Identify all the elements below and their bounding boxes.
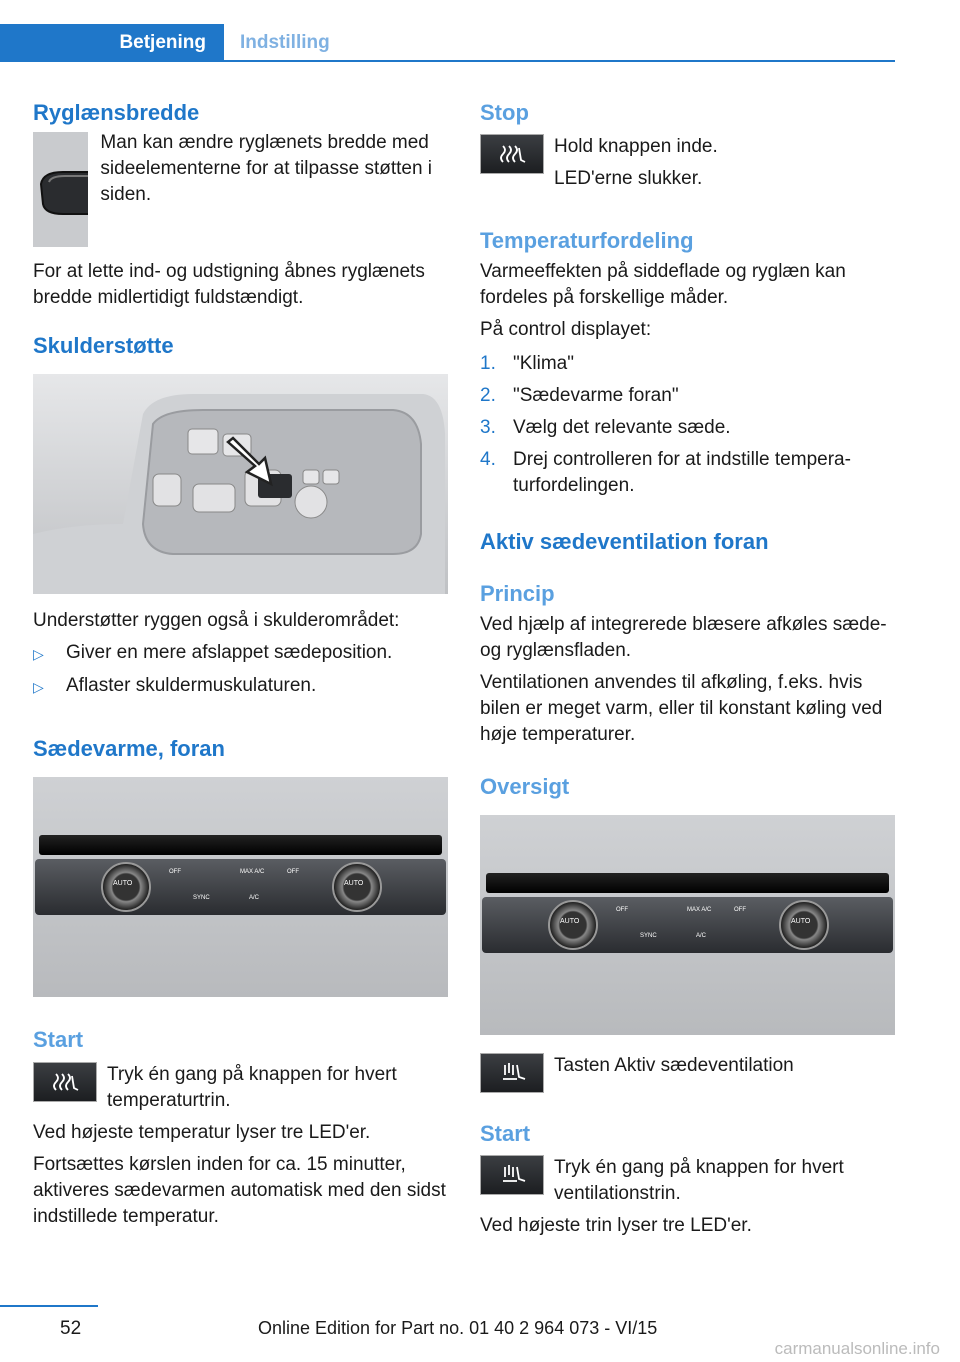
climate-panel: AUTO AUTO OFF MAX A/C OFF SYNC A/C	[482, 897, 893, 953]
steps-list	[480, 351, 895, 499]
seat-ventilation-button	[480, 1155, 544, 1195]
seat-heating-icon	[497, 142, 527, 166]
list-item: 4. Drej controlleren for at indstille tempera-turfordelingen.	[480, 448, 851, 496]
ryglaensbredde-block	[33, 132, 448, 247]
panel-top-bar	[39, 835, 442, 855]
start-ventilation-text: Tryk én gang på knappen for hvert ventilationstrin.	[554, 1157, 844, 1205]
heading-ryglaensbredde: Ryglænsbredde	[33, 100, 200, 125]
ryglaensbredde-body: For at lette ind- og udstigning åbnes ryglænets bredde midlertidigt fuldstændigt.	[33, 261, 425, 309]
temperaturfordeling-body: Varmeeffekten på siddeflade og ryglæn kan fordeles på forskellige måder.	[480, 260, 846, 308]
heading-start-ventilation: Start	[480, 1120, 531, 1146]
seat-heating-icon	[50, 1070, 80, 1094]
climate-panel-image-2	[480, 815, 895, 1035]
page-number: 52	[60, 1318, 82, 1339]
oversigt-caption-block	[480, 1053, 895, 1093]
stop-block	[480, 134, 895, 192]
seat-heating-button	[33, 1062, 97, 1102]
right-temp-knob	[779, 900, 829, 950]
skulderstotte-body: Understøtter ryggen også i skulderområdet:	[33, 609, 400, 631]
stop-line1: Hold knappen inde.	[554, 136, 718, 158]
seat-controls-icon	[33, 374, 448, 594]
saedevarme-p1: Ved højeste temperatur lyser tre LED'er.	[33, 1121, 371, 1143]
seat-ventilation-icon	[497, 1163, 527, 1187]
heading-saedevarme: Sædevarme, foran	[33, 735, 225, 761]
section-tabbar	[0, 24, 895, 62]
list-item: 3. Vælg det relevante sæde.	[480, 416, 731, 438]
princip-p1: Ved hjælp af integrerede blæsere afkøles sæde- og ryglænsfladen.	[480, 613, 887, 661]
triangle-bullet-icon: ▷	[33, 645, 44, 662]
temperaturfordeling-intro: På control displayet:	[480, 318, 652, 340]
watermark: carmanualsonline.info	[774, 1339, 940, 1358]
princip-p2: Ventilationen anvendes til afkøling, f.eks. hvis bilen er meget varm, eller til konstant køling ved høje temperaturer.	[480, 671, 883, 745]
triangle-bullet-icon: ▷	[33, 678, 44, 695]
footer-rule	[0, 1305, 98, 1307]
climate-panel-image	[33, 777, 448, 997]
seat-heating-button	[480, 134, 544, 174]
ryglaensbredde-intro: Man kan ændre ryglænets bredde med sideelementerne for at tilpasse støtten i siden.	[100, 132, 433, 206]
left-temp-knob	[101, 862, 151, 912]
saedevarme-p2: Fortsættes kørslen inden for ca. 15 minutter, aktiveres sædevarmen automatisk med den sidst indstillede temperatur.	[33, 1153, 446, 1227]
tab-betjening[interactable]: Betjening	[0, 24, 224, 62]
left-column	[33, 100, 448, 1230]
heading-temperaturfordeling: Temperaturfordeling	[480, 228, 694, 254]
start-ventilation-block	[480, 1155, 895, 1207]
seat-ventilation-button	[480, 1053, 544, 1093]
tab-indstilling[interactable]: Indstilling	[240, 32, 330, 53]
left-temp-knob	[548, 900, 598, 950]
ventilation-p-last: Ved højeste trin lyser tre LED'er.	[480, 1215, 752, 1237]
list-item: 2. "Sædevarme foran"	[480, 384, 679, 406]
backrest-width-switch-image	[33, 132, 88, 247]
heading-princip: Princip	[480, 581, 555, 607]
list-item: ▷ Giver en mere afslappet sædeposition.	[33, 640, 448, 667]
start-varme-text: Tryk én gang på knappen for hvert temperaturtrin.	[107, 1063, 397, 1111]
heading-skulderstotte: Skulderstøtte	[33, 333, 174, 359]
stop-line2: LED'erne slukker.	[554, 168, 703, 190]
panel-top-bar	[486, 873, 889, 893]
oversigt-caption: Tasten Aktiv sædeventilation	[554, 1054, 794, 1076]
heading-ventilation: Aktiv sædeventilation foran	[480, 528, 769, 554]
right-temp-knob	[332, 862, 382, 912]
seat-ventilation-icon	[497, 1061, 527, 1085]
climate-panel: AUTO AUTO OFF MAX A/C OFF SYNC A/C	[35, 859, 446, 915]
heading-oversigt: Oversigt	[480, 773, 570, 799]
heading-start-varme: Start	[33, 1027, 84, 1053]
start-varme-block	[33, 1062, 448, 1114]
shoulder-support-image	[33, 374, 448, 594]
list-item: ▷ Aflaster skuldermuskulaturen.	[33, 673, 448, 700]
right-column	[480, 100, 895, 1239]
list-item: 1. "Klima"	[480, 352, 574, 374]
backrest-switch-icon	[33, 132, 88, 247]
edition-note: Online Edition for Part no. 01 40 2 964 073 - VI/15	[258, 1318, 658, 1338]
heading-stop: Stop	[480, 100, 529, 125]
